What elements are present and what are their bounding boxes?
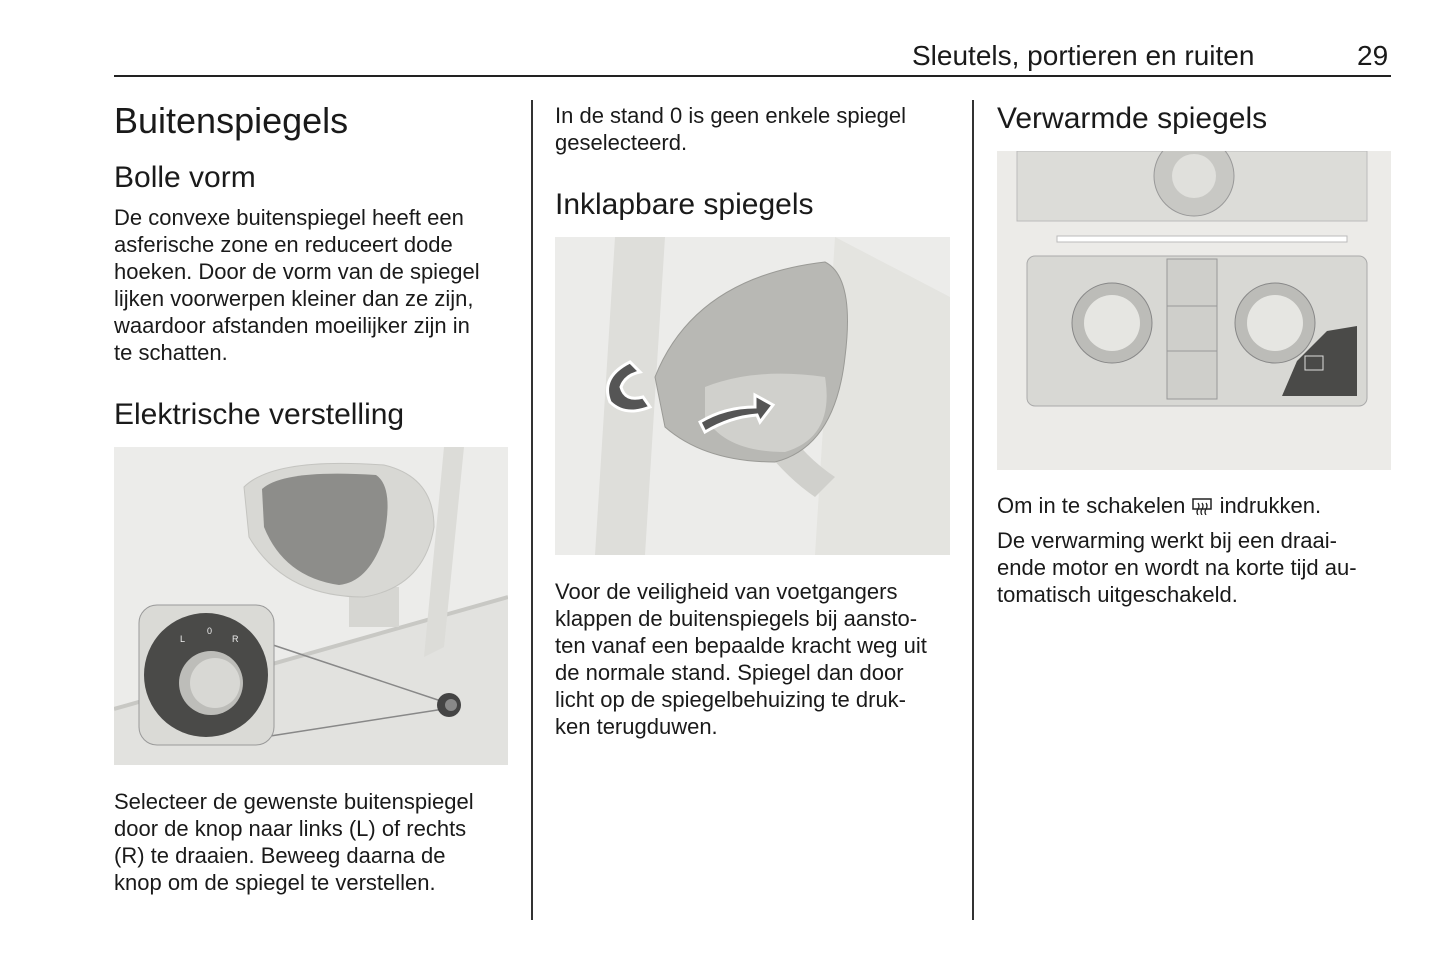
text-line: asferische zone en reduceert dode — [114, 232, 453, 257]
text-line: In de stand 0 is geen enkele spiegel — [555, 103, 907, 128]
subsection-title: Bolle vorm — [114, 161, 256, 194]
text: indrukken. — [1219, 493, 1322, 518]
text-line: de normale stand. Spiegel dan door — [555, 660, 904, 685]
text-line: knop om de spiegel te verstellen. — [114, 870, 436, 895]
header-rule — [114, 75, 1391, 77]
text-line: licht op de spiegelbehuizing te druk- — [555, 687, 907, 712]
paragraph — [114, 204, 514, 366]
text-line: geselecteerd. — [555, 130, 688, 155]
folding-mirror-illustration — [555, 237, 950, 555]
knob-label-right: R — [232, 634, 239, 644]
subsection-title: Inklapbare spiegels — [555, 188, 814, 221]
text-line: te schatten. — [114, 340, 228, 365]
text-line: ken terugduwen. — [555, 714, 718, 739]
chapter-title: Sleutels, portieren en ruiten — [912, 40, 1255, 71]
text: Om in te schakelen — [997, 493, 1186, 518]
text-line: waardoor afstanden moeilijker zijn in — [114, 313, 470, 338]
text-line: ende motor en wordt na korte tijd au- — [997, 555, 1357, 580]
column-divider — [972, 100, 974, 920]
paragraph — [555, 102, 955, 156]
text-line: (R) te draaien. Beweeg daarna de — [114, 843, 446, 868]
paragraph — [997, 492, 1397, 519]
subsection-title: Elektrische verstelling — [114, 398, 405, 431]
knob-label-zero: 0 — [207, 626, 213, 636]
mirror-adjust-illustration — [114, 447, 508, 765]
text-line: tomatisch uitgeschakeld. — [997, 582, 1238, 607]
text-line: lijken voorwerpen kleiner dan ze zijn, — [114, 286, 474, 311]
text-line: De verwarming werkt bij een draai- — [997, 528, 1337, 553]
paragraph — [997, 527, 1397, 608]
climate-control-illustration — [997, 151, 1391, 470]
section-title: Buitenspiegels — [114, 100, 349, 141]
text-line: door de knop naar links (L) of rechts — [114, 816, 467, 841]
heated-rear-window-icon — [1191, 494, 1213, 512]
paragraph — [114, 788, 514, 896]
text-line: hoeken. Door de vorm van de spiegel — [114, 259, 480, 284]
knob-label-left: L — [180, 634, 186, 644]
text-line: Voor de veiligheid van voetgangers — [555, 579, 898, 604]
column-divider — [531, 100, 533, 920]
page-number: 29 — [1357, 40, 1389, 71]
text-line: klappen de buitenspiegels bij aansto- — [555, 606, 918, 631]
paragraph — [555, 578, 955, 740]
text-line: Selecteer de gewenste buitenspiegel — [114, 789, 474, 814]
text-line: De convexe buitenspiegel heeft een — [114, 205, 464, 230]
text-line: ten vanaf een bepaalde kracht weg uit — [555, 633, 927, 658]
section-title: Verwarmde spiegels — [997, 102, 1268, 135]
